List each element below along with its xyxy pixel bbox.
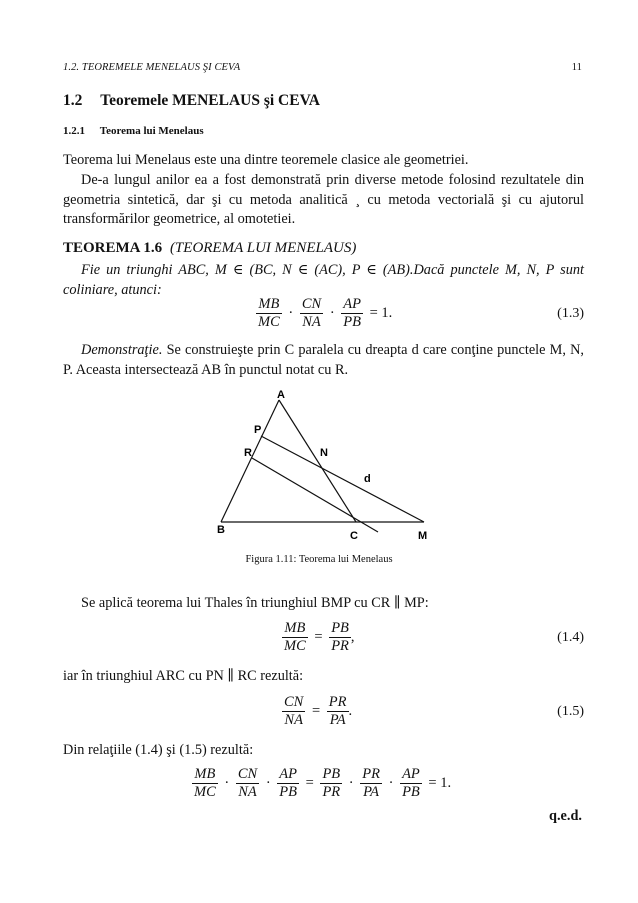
fraction: $\frac{MB}{MC}$ [258,296,280,330]
segment-ac [279,400,356,522]
label-d: d [364,473,371,485]
label-a: A [277,389,285,401]
section-number: 1.2 [63,92,83,109]
fraction: $\frac{CN}{NA}$ [301,296,322,330]
label-p: P [254,424,262,436]
qed-mark: q.e.d. [549,808,582,824]
intro-paragraph-1: Teorema lui Menelaus este una dintre teoremele clasice ale geometriei. [63,152,469,168]
theorem-label: TEOREMA 1.6 [63,240,163,256]
label-c: C [350,530,358,542]
intro-paragraph-2: De-a lungul anilor ea a fost demonstrată prin diverse metode folosind rezultatele din geometria sintetică, dar şi cu metoda analitică ¸ cu metoda vectorială şi cu ajutorul transformărilor geometrice, al omotetiei. [63,172,584,228]
theorem-statement: Fie un triunghi ABC, M ∈ (BC, N ∈ (AC), P ∈ (AB).Dacă punctele M, N, P sunt coliniare, atunci: [63,262,584,298]
subsection-number: 1.2.1 [63,125,85,137]
theorem-name: (TEOREMA LUI MENELAUS) [169,240,357,256]
section-title: Teoremele MENELAUS şi CEVA [100,92,320,109]
equation-number: (1.5) [557,704,584,719]
page-number: 11 [571,62,582,73]
label-m: M [418,530,428,542]
figure-caption: Figura 1.11: Teorema lui Menelaus [245,554,393,565]
thales-sentence: Se aplică teorema lui Thales în triunghiul BMP cu CR ∥ MP: [81,595,429,611]
equation-number: (1.3) [557,306,584,321]
proof-label: Demonstraţie. [81,342,163,358]
line-d [261,436,424,522]
parallel-cr [252,458,378,532]
segment-ab [221,400,279,522]
label-b: B [217,524,225,536]
label-n: N [320,447,328,459]
proof-text: Se construieşte prin C paralela cu dreapta d care conţine punctele M, N, P. Aceasta intersectează AB în punctul notat cu R. [63,342,584,378]
subsection-title: Teorema lui Menelaus [99,125,204,137]
equation-number: (1.4) [557,630,584,645]
fraction: $\frac{AP}{PB}$ [343,296,361,330]
running-header: 1.2. TEOREMELE MENELAUS ŞI CEVA [63,62,241,73]
label-r: R [244,447,252,459]
triangle-arc-sentence: iar în triunghiul ARC cu PN ∥ RC rezultă: [63,668,304,684]
from-relations-sentence: Din relaţiile (1.4) şi (1.5) rezultă: [63,742,254,758]
